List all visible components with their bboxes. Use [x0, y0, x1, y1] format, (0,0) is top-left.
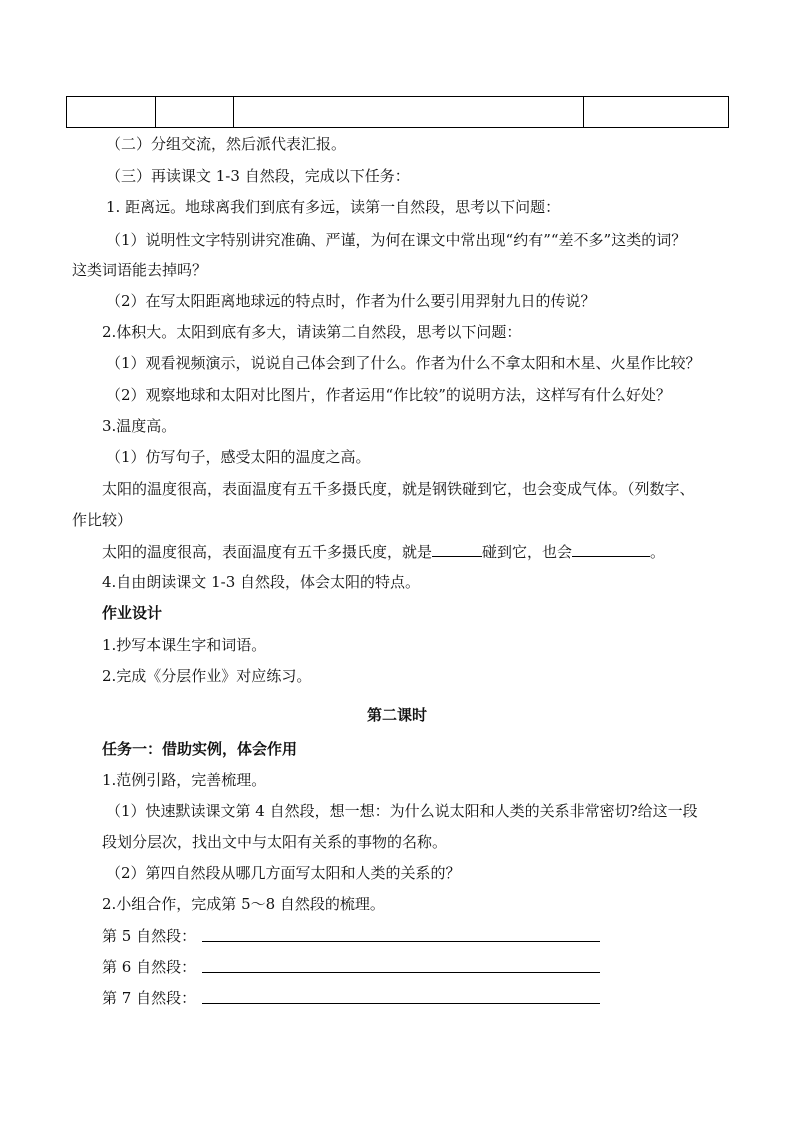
sentence-part: 太阳的温度很高，表面温度有五千多摄氏度，就是: [102, 543, 433, 561]
paragraph-label: 第 5 自然段：: [102, 927, 197, 945]
paragraph-line: 2.完成《分层作业》对应练习。: [102, 667, 312, 685]
paragraph-line: （2）在写太阳距离地球远的特点时，作者为什么要引用羿射九日的传说？: [106, 292, 596, 310]
paragraph-line: （1）说明性文字特别讲究准确、严谨，为何在课文中常出现“约有”“差不多”这类的词？: [106, 231, 687, 249]
paragraph-line: （二）分组交流，然后派代表汇报。: [106, 135, 347, 153]
paragraph-line: 段划分层次，找出文中与太阳有关系的事物的名称。: [102, 833, 448, 851]
sentence-part: 。: [650, 543, 666, 561]
answer-line[interactable]: [202, 941, 600, 942]
paragraph-line: （2）第四自然段从哪几方面写太阳和人类的关系的？: [106, 864, 461, 882]
paragraph-line: 这类词语能去掉吗？: [72, 261, 208, 279]
paragraph-line: （1）快速默读课文第 4 自然段，想一想：为什么说太阳和人类的关系非常密切?给这一段: [106, 802, 698, 820]
sentence-part: 碰到它，也会: [482, 543, 573, 561]
table-row: [67, 97, 729, 128]
paragraph-line: 3.温度高。: [102, 417, 177, 435]
paragraph-line: 1.范例引路，完善梳理。: [102, 771, 267, 789]
fill-in-sentence: [102, 541, 665, 562]
paragraph-line: 2.体积大。太阳到底有多大，请读第二自然段，思考以下问题：: [102, 323, 522, 341]
section-heading: 作业设计: [102, 604, 163, 622]
paragraph-line: 2.小组合作，完成第 5～8 自然段的梳理。: [102, 895, 385, 913]
paragraph-line: （三）再读课文 1-3 自然段，完成以下任务：: [106, 167, 410, 185]
paragraph-line: （1）观看视频演示，说说自己体会到了什么。作者为什么不拿太阳和木星、火星作比较？: [106, 354, 701, 372]
paragraph-line: （1）仿写句子，感受太阳的温度之高。: [106, 448, 371, 466]
answer-line[interactable]: [202, 972, 600, 973]
paragraph-line: 作比较）: [72, 511, 133, 529]
paragraph-line: （2）观察地球和太阳对比图片，作者运用“作比较”的说明方法，这样写有什么好处？: [106, 386, 671, 404]
table-cell: [156, 97, 234, 128]
table-cell: [234, 97, 584, 128]
blank-2[interactable]: [572, 541, 650, 557]
table-cell: [584, 97, 729, 128]
paragraph-line: 1. 距离远。地球离我们到底有多远，读第一自然段，思考以下问题：: [106, 198, 561, 216]
paragraph-line: 太阳的温度很高，表面温度有五千多摄氏度，就是钢铁碰到它，也会变成气体。（列数字、: [102, 480, 695, 498]
task-heading: 任务一：借助实例，体会作用: [102, 740, 298, 758]
paragraph-label: 第 6 自然段：: [102, 958, 197, 976]
table-fragment: [66, 96, 729, 128]
paragraph-label: 第 7 自然段：: [102, 989, 197, 1007]
table-cell: [67, 97, 156, 128]
answer-line[interactable]: [202, 1003, 600, 1004]
paragraph-line: 1.抄写本课生字和词语。: [102, 636, 267, 654]
lesson-title: 第二课时: [366, 706, 427, 724]
paragraph-line: 4.自由朗读课文 1-3 自然段，体会太阳的特点。: [102, 573, 421, 591]
blank-1[interactable]: [432, 541, 482, 557]
